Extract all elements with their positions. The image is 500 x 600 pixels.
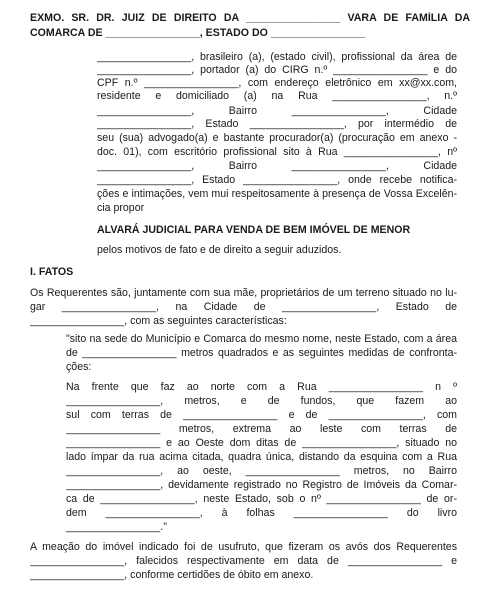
quote-line: lado ímpar da rua acima citada, quadra única, distando da esquina com a Rua [66,451,457,463]
court-address-line-2: COMARCA DE ________________, ESTADO DO ________________ [30,27,366,39]
quote-line: Na frente que faz ao norte com a Rua ________________ n º [66,381,457,393]
quote-line: dem ________________, à folhas ________________ do livro [66,507,457,519]
section-title: I. FATOS [30,266,74,278]
quote-line: ________________ metros, extrema ao leste com terras de [66,423,457,435]
qualification-line: ________________, Estado ________________, por intermédio de [97,118,457,130]
action-subtitle: pelos motivos de fato e de direito a seguir aduzidos. [97,244,342,256]
qualification-line: ________________, Estado ________________, onde recebe notifica- [97,174,457,186]
quote-line: de ________________ metros quadrados e as seguintes medidas de confronta- [66,347,457,359]
quote-line: ________________ e ao Oeste dom ditas de ________________, situado no [66,437,457,449]
qualification-line: ções e intimações, vem mui respeitosamente à presença de Vossa Excelên- [97,188,457,200]
qualification-line: ________________, Bairro ________________, Cidade [97,105,457,117]
quote-line: ________________, ao oeste, ________________ metros, no Bairro [66,465,457,477]
action-title: ALVARÁ JUDICIAL PARA VENDA DE BEM IMÓVEL DE MENOR [97,224,411,236]
quote-line: "sito na sede do Município e Comarca do mesmo nome, neste Estado, com a área [66,333,457,345]
qualification-line: ________________, brasileiro (a), (estado civil), profissional da área de [97,51,457,63]
quote-line: ________________, devidamente registrado no Registro de Imóveis da Comar- [66,479,457,491]
quote-line: sul com terras de ________________ e de ________________, com [66,409,457,421]
facts-line: Os Requerentes são, juntamente com sua mãe, proprietários de um terreno situado no lu- [30,287,457,299]
facts-line: ________________, com as seguintes características: [30,315,287,327]
facts-line: gar ________________, na Cidade de ________________, Estado de [30,301,457,313]
qualification-line: ________________, portador (a) do CIRG n.º ________________ e do [97,64,457,76]
facts-line: A meação do imóvel indicado foi de usufruto, que fizeram os avós dos Requerentes [30,541,457,553]
court-address-line-1: EXMO. SR. DR. JUIZ DE DIREITO DA ________________ VARA DE FAMÍLIA DA [30,12,470,24]
qualification-line: seu (sua) advogado(a) e bastante procurador(a) (procuração em anexo - [97,132,457,144]
quote-line: ________________, metros, e de fundos, que fazem ao [66,395,457,407]
quote-line: ca de ________________, neste Estado, sob o nº ________________ de or- [66,493,457,505]
quote-line: ________________." [66,521,167,533]
facts-line: ________________, falecidos respectivamente em data de ________________ e [30,555,457,567]
facts-line: ________________, conforme certidões de óbito em anexo. [30,569,314,581]
qualification-line: doc. 01), com escritório profissional sito à Rua ________________, nº [97,146,457,158]
qualification-line: cia propor [97,202,145,214]
qualification-line: ________________, Bairro ________________, Cidade [97,160,457,172]
quote-line: ções: [66,361,92,373]
qualification-line: residente e domiciliado (a) na Rua ________________, n.º [97,90,457,102]
qualification-line: CPF n.º ________________, com endereço eletrônico em xx@xx.com, [97,77,457,89]
